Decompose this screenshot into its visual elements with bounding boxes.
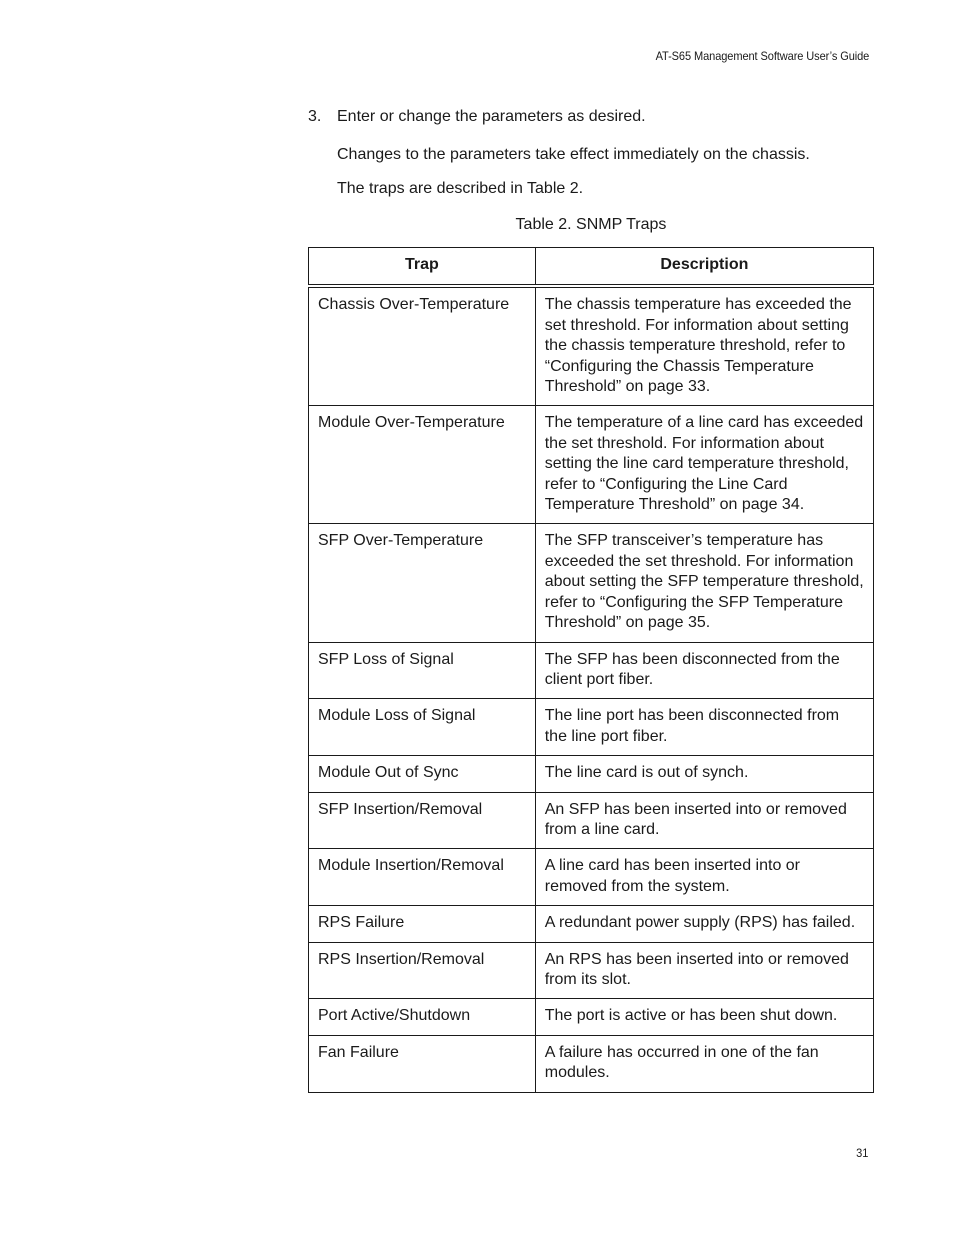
table-row [309,406,874,524]
step-text: Enter or change the parameters as desired. [337,108,646,125]
trap-cell: RPS Failure [309,906,536,942]
page-number: 31 [855,1146,868,1160]
step-number: 3. [308,108,322,125]
trap-cell: Chassis Over-Temperature [309,286,536,406]
description-cell: An SFP has been inserted into or removed from a line card. [535,792,873,849]
trap-cell: SFP Loss of Signal [309,642,536,699]
table-row [309,524,874,642]
table-row [309,849,874,906]
snmp-traps-table [308,247,874,1093]
table-row [309,1035,874,1092]
trap-cell: Module Out of Sync [309,756,536,792]
column-header-description: Description [535,248,873,287]
paragraph-traps-described: The traps are described in Table 2. [337,180,584,197]
description-cell: The temperature of a line card has exceeded the set threshold. For information about setting the line card temperature threshold, refer to “Configuring the Line Card Temperature Threshold” on page 34. [535,406,873,524]
trap-cell: Module Insertion/Removal [309,849,536,906]
trap-cell: SFP Insertion/Removal [309,792,536,849]
trap-cell: Port Active/Shutdown [309,999,536,1035]
trap-cell: Fan Failure [309,1035,536,1092]
column-header-trap: Trap [309,248,536,287]
table-caption: Table 2. SNMP Traps [515,216,667,233]
description-cell: A redundant power supply (RPS) has failed. [535,906,873,942]
table-row [309,642,874,699]
description-cell: A line card has been inserted into or removed from the system. [535,849,873,906]
running-header: AT-S65 Management Software User’s Guide [655,49,869,63]
description-cell: A failure has occurred in one of the fan modules. [535,1035,873,1092]
trap-cell: Module Loss of Signal [309,699,536,756]
description-cell: The line port has been disconnected from the line port fiber. [535,699,873,756]
description-cell: An RPS has been inserted into or removed from its slot. [535,942,873,999]
trap-cell: RPS Insertion/Removal [309,942,536,999]
table-header-row [309,248,874,287]
paragraph-changes: Changes to the parameters take effect immediately on the chassis. [337,146,810,163]
description-cell: The chassis temperature has exceeded the set threshold. For information about setting the chassis temperature threshold, refer to “Configuring the Chassis Temperature Threshold” on page 33. [535,286,873,406]
table-row [309,792,874,849]
trap-cell: Module Over-Temperature [309,406,536,524]
table-row [309,906,874,942]
table-body [309,286,874,1092]
description-cell: The port is active or has been shut down. [535,999,873,1035]
table-row [309,286,874,406]
table-row [309,699,874,756]
table-row [309,756,874,792]
table-row [309,942,874,999]
description-cell: The SFP has been disconnected from the client port fiber. [535,642,873,699]
trap-cell: SFP Over-Temperature [309,524,536,642]
description-cell: The SFP transceiver’s temperature has exceeded the set threshold. For information about setting the SFP temperature threshold, refer to “Configuring the SFP Temperature Threshold” on page 35. [535,524,873,642]
table-row [309,999,874,1035]
description-cell: The line card is out of synch. [535,756,873,792]
